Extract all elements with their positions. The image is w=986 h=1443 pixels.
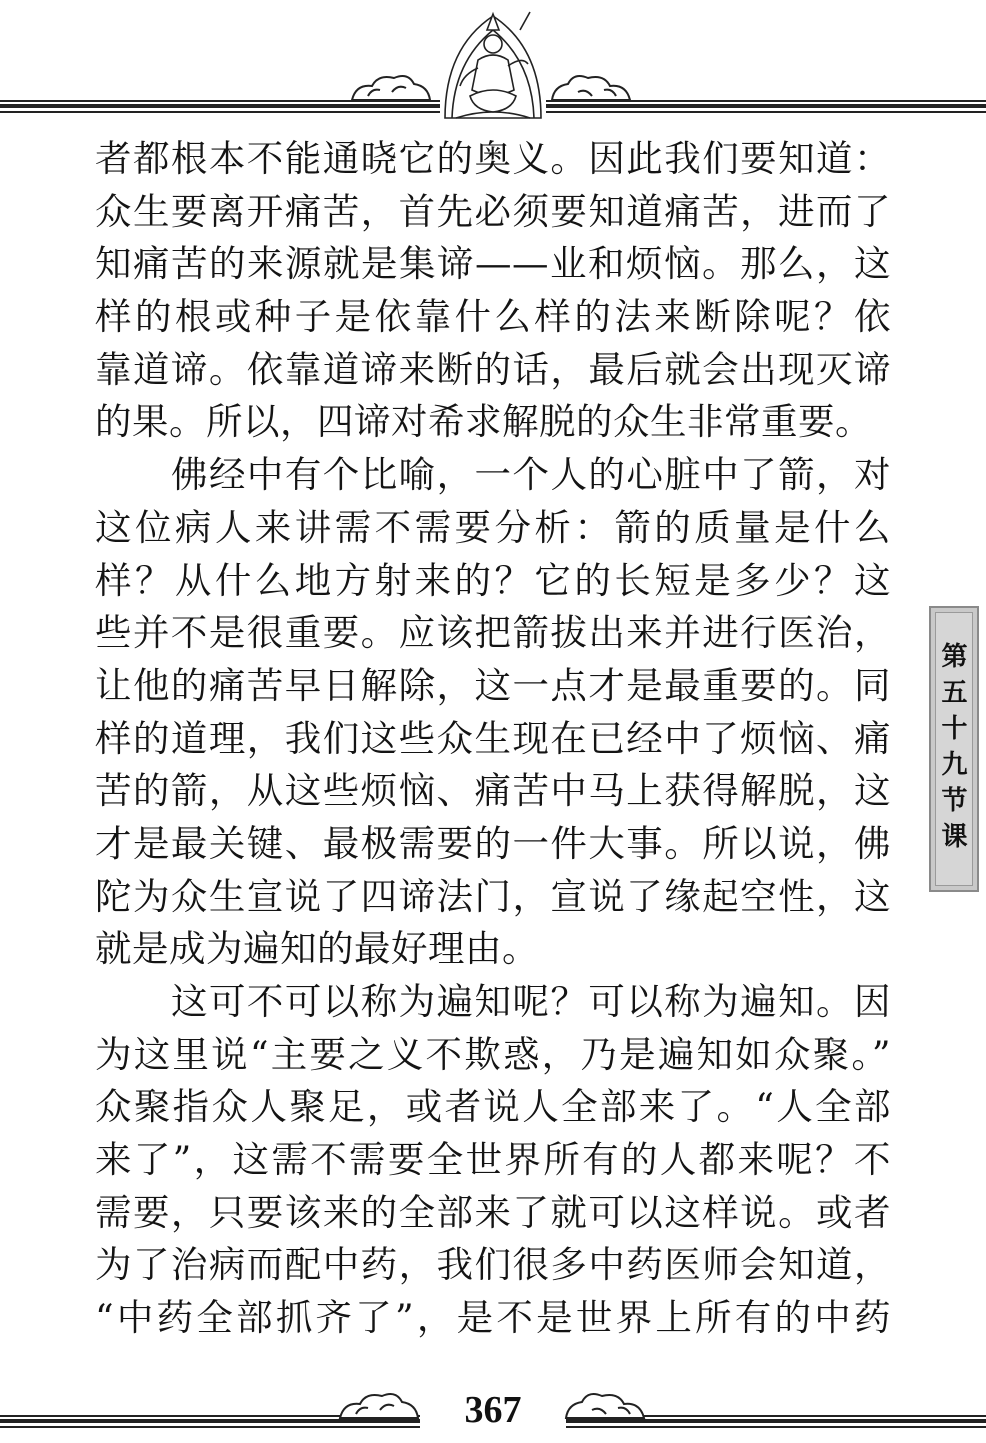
text-line: “中药全部抓齐了”，是不是世界上所有的中药 bbox=[95, 1296, 891, 1340]
body-text bbox=[95, 133, 891, 1345]
text-line: 众聚指众人聚足，或者说人全部来了。“人全部 bbox=[95, 1085, 891, 1129]
footer-cloud-left-icon bbox=[340, 1394, 418, 1418]
chapter-tab bbox=[929, 606, 979, 892]
text-line: 知痛苦的来源就是集谛——业和烦恼。那么，这 bbox=[95, 242, 891, 286]
text-line: 让他的痛苦早日解除，这一点才是最重要的。同 bbox=[95, 663, 891, 707]
text-line: 些并不是很重要。应该把箭拔出来并进行医治， bbox=[95, 611, 891, 655]
text-line: 需要，只要该来的全部来了就可以这样说。或者 bbox=[95, 1190, 891, 1234]
text-line: 来了”，这需不需要全世界所有的人都来呢？不 bbox=[95, 1138, 891, 1182]
text-line: 这位病人来讲需不需要分析：箭的质量是什么 bbox=[95, 505, 891, 549]
page-number: 367 bbox=[464, 1389, 522, 1431]
footer-cloud-right-icon bbox=[566, 1394, 644, 1418]
text-line: 才是最关键、最极需要的一件大事。所以说，佛 bbox=[95, 821, 891, 865]
text-line: 苦的箭，从这些烦恼、痛苦中马上获得解脱，这 bbox=[95, 769, 891, 813]
paragraph-2 bbox=[95, 449, 891, 976]
deity-figure-icon bbox=[445, 12, 541, 118]
paragraph-1 bbox=[95, 133, 891, 449]
text-line: 的果。所以，四谛对希求解脱的众生非常重要。 bbox=[95, 400, 872, 444]
cloud-right-icon bbox=[552, 76, 630, 100]
text-line: 佛经中有个比喻，一个人的心脏中了箭，对 bbox=[171, 453, 891, 497]
header-ornament bbox=[0, 0, 986, 125]
text-line: 为了治病而配中药，我们很多中药医师会知道， bbox=[95, 1243, 891, 1287]
cloud-left-icon bbox=[352, 76, 430, 100]
text-line: 这可不可以称为遍知呢？可以称为遍知。因 bbox=[171, 980, 891, 1023]
text-line: 样？从什么地方射来的？它的长短是多少？这 bbox=[95, 558, 891, 602]
text-line: 样的根或种子是依靠什么样的法来断除呢？依 bbox=[95, 295, 891, 339]
text-line: 就是成为遍知的最好理由。 bbox=[95, 927, 539, 971]
text-line: 靠道谛。依靠道谛来断的话，最后就会出现灭谛 bbox=[95, 347, 891, 391]
text-line: 众生要离开痛苦，首先必须要知道痛苦，进而了 bbox=[95, 189, 891, 233]
text-line: 样的道理，我们这些众生现在已经中了烦恼、痛 bbox=[95, 716, 891, 760]
paragraph-3 bbox=[95, 976, 891, 1345]
chapter-tab-label: 第五十九节课 bbox=[937, 642, 967, 858]
text-line: 陀为众生宣说了四谛法门，宣说了缘起空性，这 bbox=[95, 874, 891, 918]
text-line: 为这里说“主要之义不欺惑，乃是遍知如众聚。” bbox=[95, 1032, 891, 1076]
text-line: 者都根本不能通晓它的奥义。因此我们要知道： bbox=[95, 137, 891, 180]
